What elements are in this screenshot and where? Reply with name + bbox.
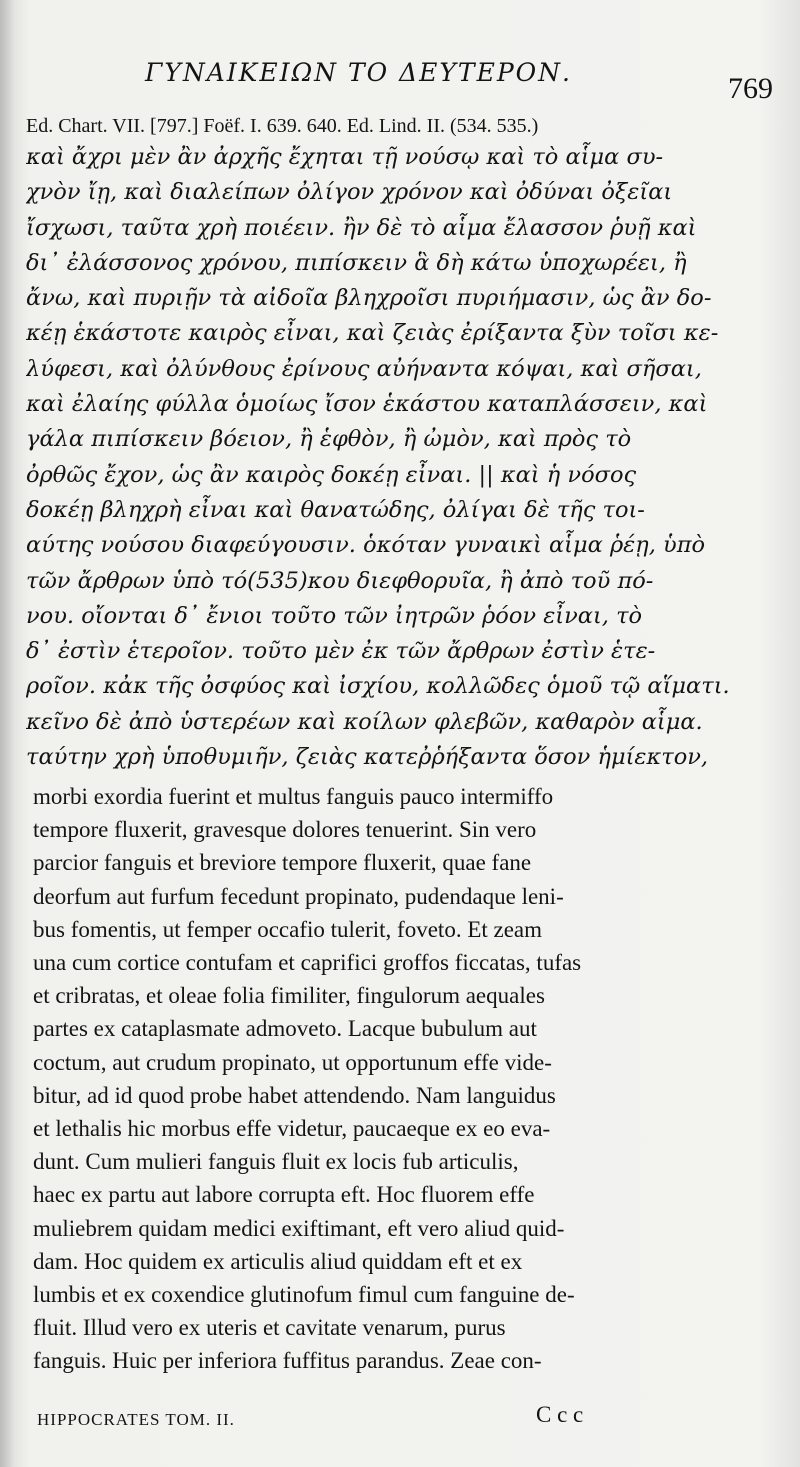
greek-line: κέῃ ἑκάστοτε καιρὸς εἶναι, καὶ ζειὰς ἐρίξαντα ξὺν τοῖσι κε- — [26, 320, 719, 347]
latin-line: parcior fanguis et breviore tempore fluxerit, quae fane — [33, 850, 532, 876]
greek-line: κεῖνο δὲ ἀπὸ ὑστερέων καὶ κοίλων φλεβῶν, καθαρὸν αἷμα. — [26, 708, 703, 735]
latin-line: lumbis et ex coxendice glutinofum fimul cum fanguine de- — [33, 1282, 575, 1308]
latin-line: bitur, ad id quod probe habet attendendo. Nam languidus — [33, 1082, 556, 1108]
latin-line: deorfum aut furfum fecedunt propinato, pudendaque leni- — [33, 883, 564, 909]
greek-line: νου. οἴονται δ᾽ ἔνιοι τοῦτο τῶν ἰητρῶν ῥόον εἶναι, τὸ — [26, 602, 643, 629]
greek-line: καὶ ἐλαίης φύλλα ὁμοίως ἴσον ἑκάστου καταπλάσσειν, καὶ — [26, 391, 708, 418]
edition-reference-line: Ed. Chart. VII. [797.] Foëf. I. 639. 640. Ed. Lind. II. (534. 535.) — [26, 115, 539, 137]
printer-signature-mark: C c c — [536, 1402, 584, 1427]
latin-line: tempore fluxerit, gravesque dolores tenuerint. Sin vero — [33, 817, 537, 843]
latin-line: una cum cortice contufam et caprifici groffos ficcatas, tufas — [33, 950, 582, 976]
running-head: ΓΥΝΑΙΚΕΙΩΝ ΤΟ ΔΕΥΤΕΡΟΝ. — [145, 58, 572, 87]
greek-line: ἴσχωσι, ταῦτα χρὴ ποιέειν. ἢν δὲ τὸ αἷμα ἔλασσον ῥυῇ καὶ — [26, 214, 697, 241]
latin-line: coctum, aut crudum propinato, ut opportunum effe vide- — [33, 1049, 552, 1075]
greek-line: δοκέῃ βληχρὴ εἶναι καὶ θανατώδης, ὀλίγαι δὲ τῆς τοι- — [26, 496, 645, 523]
greek-line: ὀρθῶς ἔχον, ὡς ἂν καιρὸς δοκέῃ εἶναι. || καὶ ἡ νόσος — [26, 461, 637, 488]
latin-line: et lethalis hic morbus effe videtur, paucaeque ex eo eva- — [33, 1116, 551, 1142]
latin-line: morbi exordia fuerint et multus fanguis pauco intermiffo — [33, 784, 554, 809]
spine-shadow — [0, 0, 14, 1467]
latin-line: bus fomentis, ut femper occafio tulerit, foveto. Et zeam — [33, 916, 543, 942]
latin-line: fluit. Illud vero ex uteris et cavitate venarum, purus — [33, 1315, 506, 1341]
greek-line: ἄνω, καὶ πυριῇν τὰ αἰδοῖα βληχροῖσι πυριήμασιν, ὡς ἂν δο- — [26, 285, 712, 312]
latin-line: partes ex cataplasmate admoveto. Lacque bubulum aut — [33, 1016, 537, 1042]
greek-line: καὶ ἄχρι μὲν ἂν ἀρχῆς ἔχηται τῇ νούσῳ καὶ τὸ αἷμα συ- — [26, 144, 664, 170]
greek-line: τῶν ἄρθρων ὑπὸ τό(535)κου διεφθορυῖα, ἢ ἀπὸ τοῦ πό- — [26, 567, 654, 594]
latin-line: haec ex partu aut labore corrupta eft. Hoc fluorem effe — [33, 1182, 535, 1208]
greek-text-block — [26, 140, 781, 775]
page-number: 769 — [728, 72, 773, 105]
greek-line: αύτης νούσου διαφεύγουσιν. ὁκόταν γυναικὶ αἷμα ῥέῃ, ὑπὸ — [26, 532, 706, 559]
latin-line: muliebrem quidam medici exiftimant, eft vero aliud quid- — [33, 1215, 565, 1241]
greek-line: ροῖον. κἀκ τῆς ὀσφύος καὶ ἰσχίου, κολλῶδες ὁμοῦ τῷ αἵματι. — [26, 673, 730, 700]
greek-line: δι᾽ ἐλάσσονος χρόνου, πιπίσκειν ἃ δὴ κάτω ὑποχωρέει, ἢ — [26, 249, 687, 276]
latin-translation-block — [33, 780, 778, 1378]
greek-line: δ᾽ ἐστὶν ἑτεροῖον. τοῦτο μὲν ἐκ τῶν ἄρθρων ἐστὶν ἑτε- — [26, 638, 656, 665]
greek-line: λύφεσι, καὶ ὀλύνθους ἐρίνους αὐήναντα κόψαι, καὶ σῆσαι, — [26, 355, 702, 382]
latin-line: fanguis. Huic per inferiora fuffitus parandus. Zeae con- — [33, 1348, 542, 1374]
greek-line: χνὸν ἴῃ, καὶ διαλείπων ὀλίγον χρόνον καὶ ὀδύναι ὀξεῖαι — [26, 179, 673, 206]
latin-line: dunt. Cum mulieri fanguis fluit ex locis fub articulis, — [33, 1149, 519, 1175]
latin-line: et cribratas, et oleae folia fimiliter, fingulorum aequales — [33, 983, 545, 1009]
greek-line: ταύτην χρὴ ὑποθυμιῆν, ζειὰς κατεῤῥήξαντα ὅσον ἡμίεκτον, — [26, 744, 709, 771]
footer-book-title: HIPPOCRATES TOM. II. — [37, 1410, 235, 1429]
greek-line: γάλα πιπίσκειν βόειον, ἢ ἑφθὸν, ἢ ὠμὸν, καὶ πρὸς τὸ — [26, 426, 632, 453]
latin-line: dam. Hoc quidem ex articulis aliud quiddam eft et ex — [33, 1248, 523, 1274]
